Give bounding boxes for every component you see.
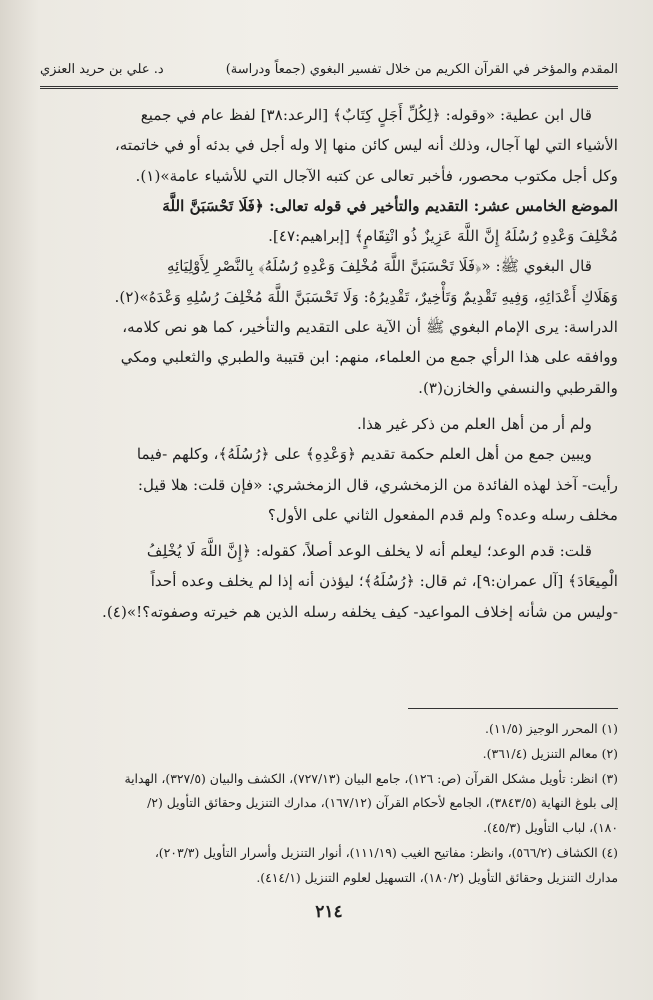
paragraph-line: وكل أجل مكتوب محصور، فأخبر تعالى عن كتبه الآجال التي للأشياء عامة»(١).	[135, 166, 618, 185]
running-head-title: المقدم والمؤخر في القرآن الكريم من خلال تفسير البغوي (جمعاً ودراسة)	[225, 62, 618, 77]
page-number: ٢١٤	[315, 902, 343, 922]
footnote-item: إلى بلوغ النهاية (٣٨٤٣/٥)، الجامع لأحكام القرآن (١٦٧/١٢)، مدارك التنزيل وحقائق التأويل (٢/	[147, 795, 618, 811]
paragraph-line: ووافقه على هذا الرأي جمع من العلماء، منهم: ابن قتيبة والطبري والثعلبي ومكي	[120, 348, 618, 367]
footnote-item: ١٨٠)، لباب التأويل (٤٥/٣).	[483, 820, 618, 836]
footnote-item: (١) المحرر الوجيز (١١/٥).	[485, 721, 618, 736]
footnote-item: مدارك التنزيل وحقائق التأويل (١٨٠/٢)، التسهيل لعلوم التنزيل (٤١٤/١).	[256, 869, 618, 885]
running-head	[40, 60, 618, 89]
footnote-divider	[408, 708, 618, 709]
paragraph-line: قال ابن عطية: «وقوله: ﴿لِكُلِّ أَجَلٍ كِتَابٌ﴾ [الرعد:٣٨] لفظ عام في جميع	[140, 106, 592, 124]
paragraph-line: والقرطبي والنسفي والخازن(٣).	[418, 378, 618, 397]
paragraph-line: قلت: قدم الوعد؛ ليعلم أنه لا يخلف الوعد أصلاً، كقوله: ﴿إِنَّ اللَّهَ لَا يُخْلِفُ	[146, 542, 592, 561]
main-text	[40, 100, 618, 627]
paragraph-line: ويبين جمع من أهل العلم حكمة تقديم ﴿وَعْدِهِ﴾ على ﴿رُسُلَهُ﴾، وكلهم -فيما	[136, 445, 592, 464]
book-page	[40, 40, 618, 980]
paragraph-line: الْمِيعَادَ﴾ [آل عمران:٩]، ثم قال: ﴿رُسُلَهُ﴾؛ ليؤذن أنه إذا لم يخلف وعده أحداً	[150, 572, 618, 591]
paragraph-line: مُخْلِفَ وَعْدِهِ رُسُلَهُ إِنَّ اللَّهَ عَزِيزٌ ذُو انْتِقَامٍ﴾ [إبراهيم:٤٧].	[268, 227, 618, 246]
footnotes	[40, 708, 618, 891]
footnote-item: (٢) معالم التنزيل (٣٦١/٤).	[482, 745, 618, 761]
paragraph-line: وَهَلَاكِ أَعْدَائِهِ، وَفِيهِ تَقْدِيمٌ وَتَأْخِيرٌ، تَقْدِيرُهُ: وَلَا تَحْسَبَنَّ اللَّهَ مُخْلِفَ رُسُلِهِ وَعْدَهُ»(٢).	[114, 287, 618, 306]
study-paragraph-line: الدراسة: يرى الإمام البغوي ﷺ أن الآية على التقديم والتأخير، كما هو نص كلامه،	[122, 318, 618, 337]
paragraph-line: قال البغوي ﷺ: «﴿فَلَا تَحْسَبَنَّ اللَّهَ مُخْلِفَ وَعْدِهِ رُسُلَهُ﴾ بِالنَّصْرِ لِأَوْلِيَائِهِ	[166, 257, 592, 276]
footnote-item: (٣) انظر: تأويل مشكل القرآن (ص: ١٢٦)، جامع البيان (٧٢٧/١٣)، الكشف والبيان (٣٢٧/٥)، الهداية	[124, 770, 618, 786]
section-heading: الموضع الخامس عشر: التقديم والتأخير في قوله تعالى: ﴿فَلَا تَحْسَبَنَّ اللَّهَ	[162, 196, 618, 215]
paragraph-line: -وليس من شأنه إخلاف المواعيد- كيف يخلفه رسله الذين هم خيرته وصفوته؟!»(٤).	[102, 602, 618, 621]
paragraph-line: رأيت- آخذ لهذه الفائدة من الزمخشري، قال الزمخشري: «فإن قلت: هلا قيل:	[137, 475, 618, 494]
paragraph-line: مخلف رسله وعده؟ ولم قدم المفعول الثاني على الأول؟	[267, 505, 618, 524]
running-head-author: د. علي بن حريد العنزي	[40, 62, 164, 77]
paragraph-line: الأشياء التي لها آجال، وذلك أنه ليس كائن منها إلا وله أجل في بدئه أو في خاتمته،	[114, 136, 618, 155]
paragraph-line: ولم أر من أهل العلم من ذكر غير هذا.	[357, 414, 592, 433]
footnote-item: (٤) الكشاف (٥٦٦/٢)، وانظر: مفاتيح الغيب (١١١/١٩)، أنوار التنزيل وأسرار التأويل (٢٠٣/٣)،	[154, 844, 618, 860]
